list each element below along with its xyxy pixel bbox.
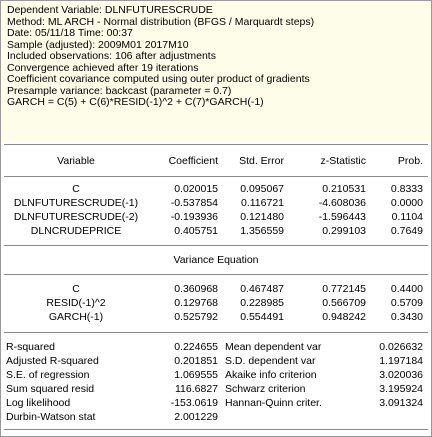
- std-error-value: 0.554491: [240, 311, 284, 323]
- stat-label: Schwarz criterion: [225, 383, 306, 395]
- stat-label: Adjusted R-squared: [6, 355, 99, 367]
- stat-label: S.E. of regression: [6, 369, 90, 381]
- stats-row: [1, 354, 431, 368]
- coefficient-value: 0.129768: [174, 297, 218, 309]
- table-separator: [4, 429, 428, 430]
- stat-label: R-squared: [6, 341, 56, 353]
- std-error-value: 0.121480: [240, 211, 284, 223]
- prob-value: 0.1104: [391, 211, 423, 223]
- stats-row: [1, 340, 431, 354]
- stat-value: 3.020036: [379, 369, 423, 381]
- std-error-value: 1.356559: [240, 225, 284, 237]
- column-header-variable: Variable: [57, 155, 95, 167]
- table-row: [1, 196, 431, 210]
- stat-label: Sum squared resid: [6, 383, 95, 395]
- prob-value: 0.4400: [390, 283, 423, 295]
- table-separator: [4, 144, 428, 145]
- header-line: Sample (adjusted): 2009M01 2017M10: [7, 38, 189, 51]
- prob-value: 0.7649: [390, 225, 423, 237]
- stat-value: 2.001229: [174, 411, 218, 423]
- stat-value: 3.195924: [379, 383, 423, 395]
- z-statistic-value: -1.596443: [318, 211, 366, 223]
- z-statistic-value: 0.299103: [322, 225, 366, 237]
- stats-row: [1, 396, 431, 410]
- coefficient-value: -0.537854: [170, 197, 218, 209]
- column-header-coefficient: Coefficient: [168, 155, 218, 167]
- stat-value: 1.197184: [379, 355, 423, 367]
- prob-value: 0.0000: [390, 197, 423, 209]
- stat-value: 3.091324: [379, 397, 423, 409]
- variable-name: DLNFUTURESCRUDE(-2): [13, 211, 139, 223]
- coefficient-value: 0.405751: [174, 225, 218, 237]
- std-error-value: 0.228985: [240, 297, 284, 309]
- table-row: [1, 224, 431, 238]
- stat-label: Akaike info criterion: [225, 369, 317, 381]
- column-header-std-error: Std. Error: [239, 155, 284, 167]
- header-line: GARCH = C(5) + C(6)*RESID(-1)^2 + C(7)*GARCH(-1): [7, 96, 264, 108]
- stat-value: -153.0619: [170, 397, 218, 409]
- coefficient-value: 0.360968: [174, 283, 218, 295]
- prob-value: 0.3430: [390, 311, 423, 323]
- stat-value: 0.201851: [174, 355, 218, 367]
- header-line: Presample variance: backcast (parameter = 0.7): [7, 84, 232, 97]
- table-row: [1, 310, 431, 324]
- coefficient-value: 0.020015: [174, 183, 218, 195]
- column-header-z-statistic: z-Statistic: [320, 155, 366, 167]
- stat-label: Hannan-Quinn criter.: [225, 397, 322, 409]
- stat-label: S.D. dependent var: [225, 355, 316, 367]
- variable-name: DLNCRUDEPRICE: [30, 225, 122, 237]
- column-header-row: [1, 154, 431, 168]
- variable-name: C: [72, 183, 80, 195]
- std-error-value: 0.095067: [240, 183, 284, 195]
- estimation-header: [1, 1, 431, 142]
- stat-value: 1.069555: [174, 369, 218, 381]
- stat-label: Mean dependent var: [225, 341, 322, 353]
- std-error-value: 0.467487: [240, 283, 284, 295]
- stats-row: [1, 410, 431, 424]
- table-row: [1, 282, 431, 296]
- table-separator: [4, 332, 428, 333]
- stat-label: Durbin-Watson stat: [6, 411, 96, 423]
- variable-name: DLNFUTURESCRUDE(-1): [13, 197, 139, 209]
- z-statistic-value: 0.566709: [322, 297, 366, 309]
- stats-row: [1, 368, 431, 382]
- header-line: Dependent Variable: DLNFUTURESCRUDE: [7, 4, 213, 16]
- header-line: Included observations: 106 after adjustments: [7, 50, 216, 62]
- variance-equation-title: Variance Equation: [173, 254, 259, 266]
- header-line: Convergence achieved after 19 iterations: [7, 61, 199, 74]
- stat-value: 0.026632: [379, 341, 423, 353]
- variable-name: C: [72, 283, 80, 295]
- z-statistic-value: 0.948242: [322, 311, 366, 323]
- variable-name: GARCH(-1): [48, 311, 104, 323]
- table-row: [1, 296, 431, 310]
- stat-label: Log likelihood: [6, 397, 71, 409]
- coefficient-value: -0.193936: [170, 211, 218, 223]
- stats-row: [1, 382, 431, 396]
- z-statistic-value: 0.210531: [322, 183, 366, 195]
- stat-value: 116.6827: [174, 383, 218, 395]
- z-statistic-value: 0.772145: [322, 283, 366, 295]
- z-statistic-value: -4.608036: [318, 197, 366, 209]
- header-line: Coefficient covariance computed using outer product of gradients: [7, 73, 310, 85]
- header-line: Date: 05/11/18 Time: 00:37: [7, 27, 133, 39]
- table-row: [1, 182, 431, 196]
- std-error-value: 0.116721: [240, 197, 284, 209]
- table-row: [1, 210, 431, 224]
- table-separator: [4, 176, 428, 177]
- header-line: Method: ML ARCH - Normal distribution (BFGS / Marquardt steps): [7, 15, 315, 28]
- prob-value: 0.8333: [390, 183, 423, 195]
- table-separator: [4, 245, 428, 246]
- column-header-prob: Prob.: [397, 155, 423, 167]
- stat-value: 0.224655: [174, 341, 218, 353]
- variance-equation-title-row: [1, 253, 431, 267]
- coefficient-value: 0.525792: [174, 311, 218, 323]
- variable-name: RESID(-1)^2: [46, 297, 106, 309]
- prob-value: 0.5709: [390, 297, 423, 309]
- table-separator: [4, 274, 428, 275]
